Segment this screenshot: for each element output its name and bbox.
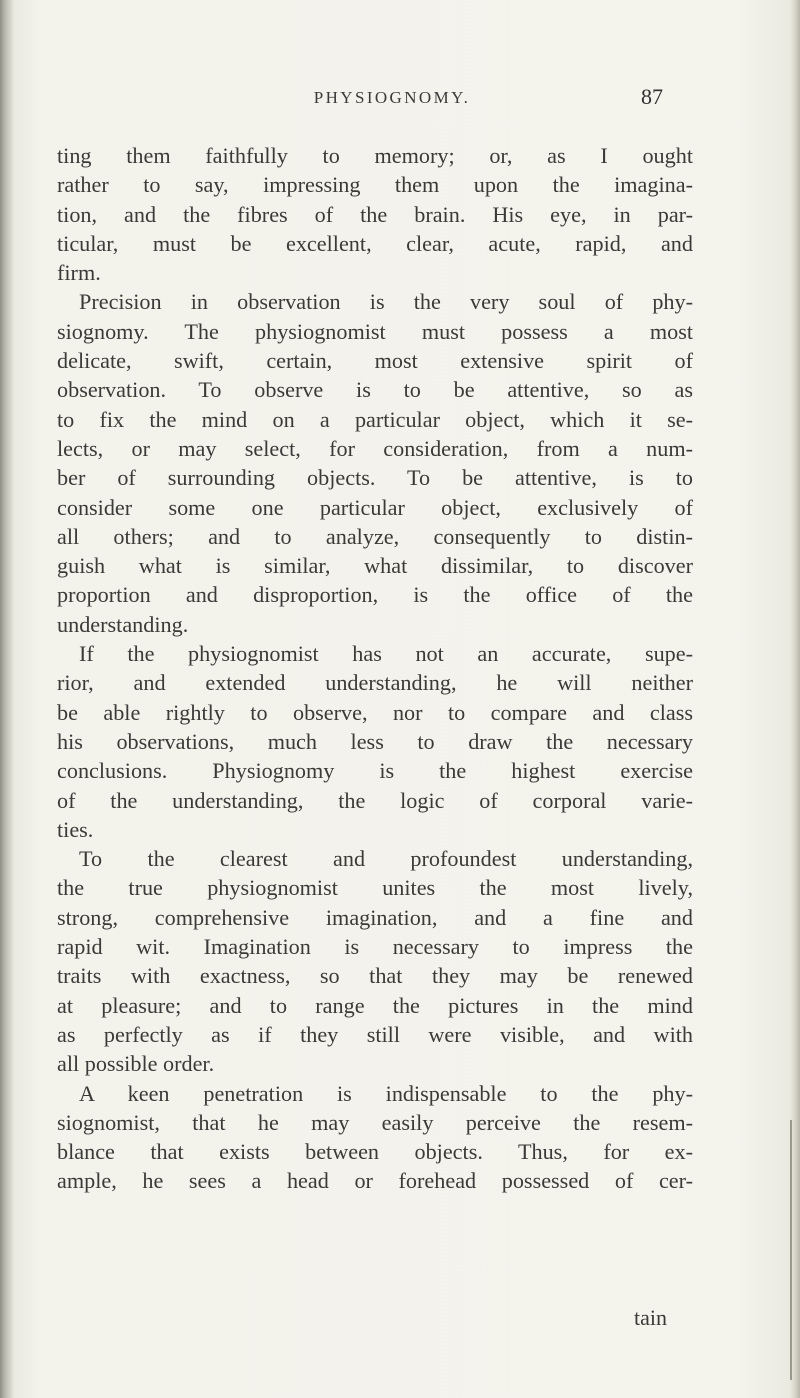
page-header <box>0 84 800 118</box>
text-line: delicate, swift, certain, most extensive spirit of <box>57 348 693 374</box>
text-line: tion, and the fibres of the brain. His eye, in par- <box>57 201 693 227</box>
text-line: lects, or may select, for consideration, from a num- <box>57 435 693 461</box>
text-line: rather to say, impressing them upon the imagina- <box>57 172 693 198</box>
catchword: tain <box>634 1305 667 1330</box>
text-line: rapid wit. Imagination is necessary to impress the <box>57 934 693 960</box>
text-line: the true physiognomist unites the most lively, <box>57 875 693 901</box>
text-line: firm. <box>57 260 101 286</box>
text-line: observation. To observe is to be attentive, so as <box>57 377 693 403</box>
text-line: of the understanding, the logic of corporal varie- <box>57 787 693 813</box>
text-line: ties. <box>57 816 94 842</box>
paragraph-first-line: To the clearest and profoundest understanding, <box>79 846 693 872</box>
text-line: ting them faithfully to memory; or, as I ought <box>57 143 693 168</box>
page-edge-mark <box>790 1120 792 1380</box>
text-line: siognomy. The physiognomist must possess a most <box>57 318 693 344</box>
paragraph-first-line: Precision in observation is the very soul of phy- <box>79 289 693 315</box>
text-line: consider some one particular object, exclusively of <box>57 494 693 520</box>
text-line: all others; and to analyze, consequently to distin- <box>57 523 693 549</box>
text-line: to fix the mind on a particular object, which it se- <box>57 406 693 432</box>
text-line: ber of surrounding objects. To be attentive, is to <box>57 465 693 491</box>
text-line: conclusions. Physiognomy is the highest exercise <box>57 758 693 784</box>
text-line: guish what is similar, what dissimilar, to discover <box>57 553 693 579</box>
text-line: understanding. <box>57 611 189 637</box>
paragraph-first-line: A keen penetration is indispensable to the phy- <box>79 1080 693 1106</box>
text-line: traits with exactness, so that they may be renewed <box>57 963 693 989</box>
text-line: as perfectly as if they still were visible, and with <box>57 1021 693 1047</box>
running-head: PHYSIOGNOMY. <box>313 88 471 107</box>
page-body-text <box>57 141 693 1196</box>
text-line: rior, and extended understanding, he will neither <box>57 670 693 696</box>
text-line: all possible order. <box>57 1051 215 1077</box>
paragraph-first-line: If the physiognomist has not an accurate, supe- <box>79 641 693 667</box>
text-line: ample, he sees a head or forehead possessed of cer- <box>57 1168 693 1194</box>
page-gutter-shadow <box>0 0 14 1398</box>
text-line: strong, comprehensive imagination, and a fine and <box>57 904 693 930</box>
page-number: 87 <box>641 84 663 109</box>
text-line: his observations, much less to draw the necessary <box>57 728 693 754</box>
text-line: at pleasure; and to range the pictures in the mind <box>57 992 693 1018</box>
text-line: be able rightly to observe, nor to compare and class <box>57 699 693 725</box>
text-line: siognomist, that he may easily perceive the resem- <box>57 1109 693 1135</box>
text-line: ticular, must be excellent, clear, acute, rapid, and <box>57 230 693 256</box>
text-line: blance that exists between objects. Thus, for ex- <box>57 1139 693 1165</box>
text-line: proportion and disproportion, is the office of the <box>57 582 693 608</box>
